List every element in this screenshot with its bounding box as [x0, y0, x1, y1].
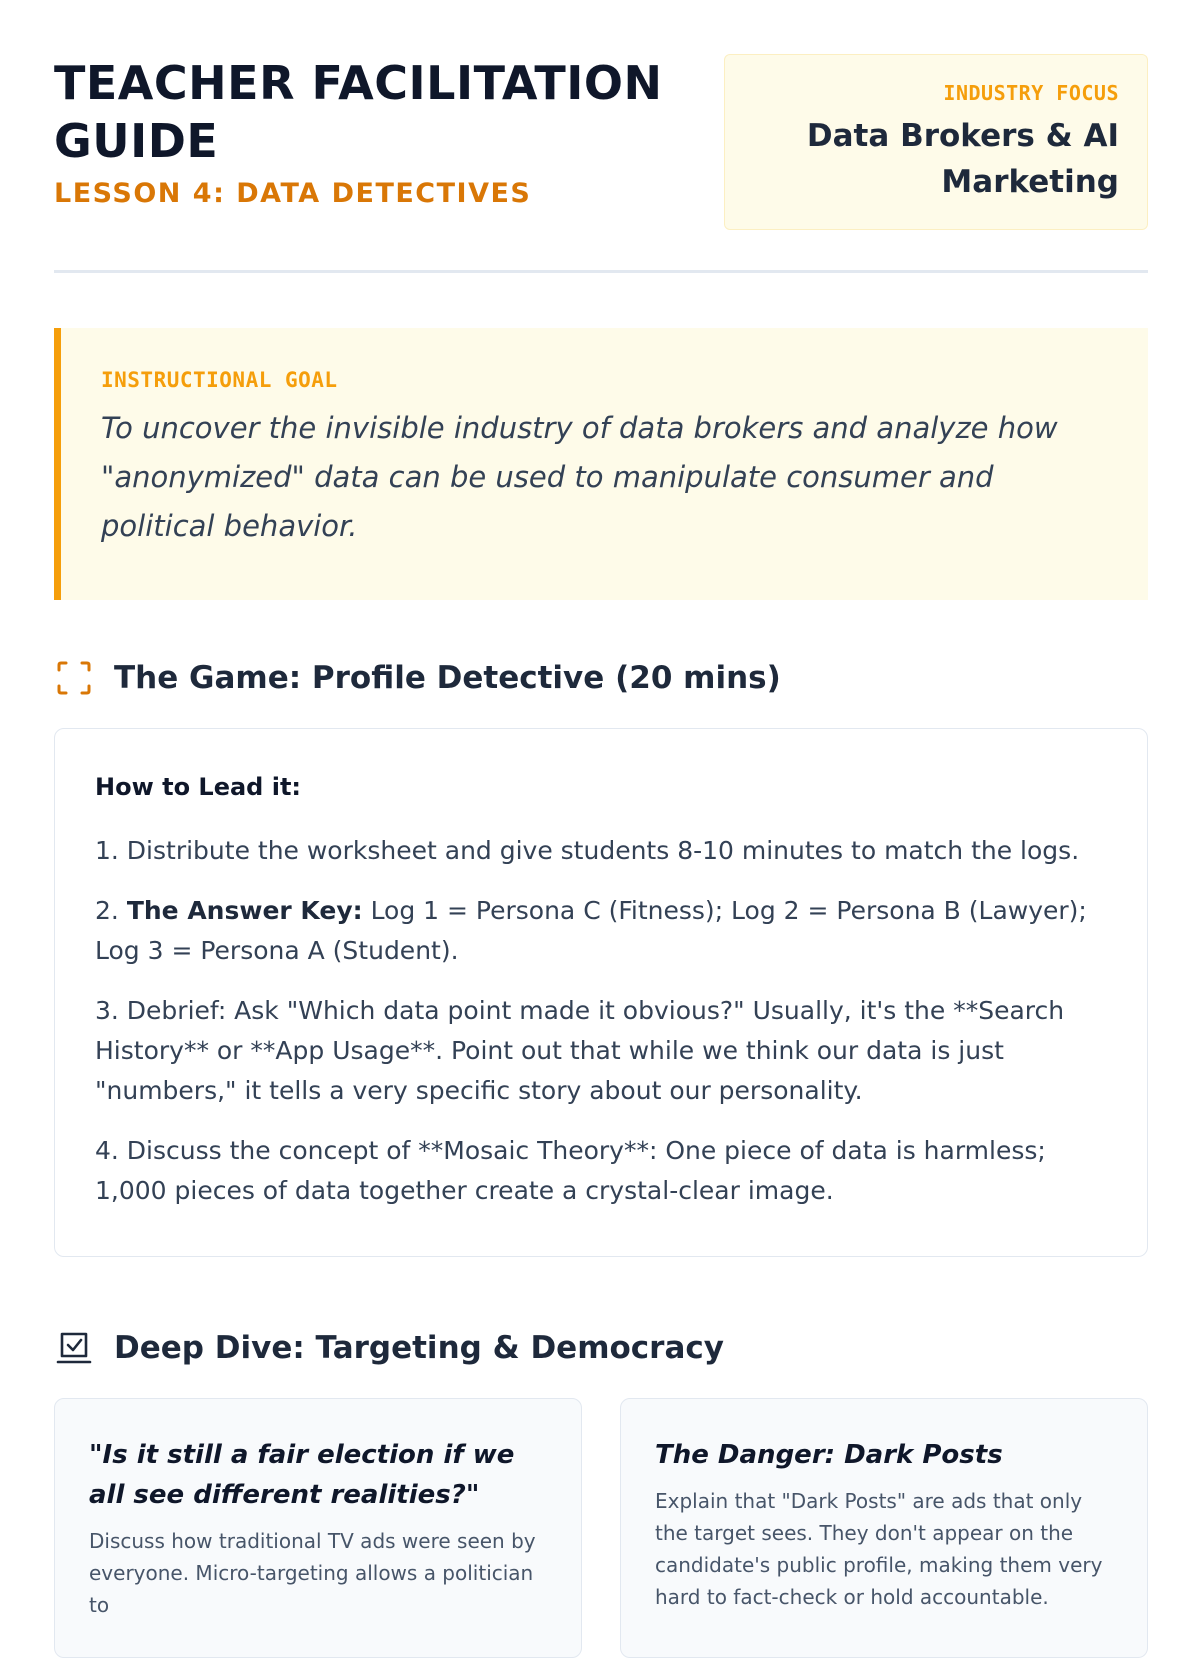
step-1: 1. Distribute the worksheet and give students 8-10 minutes to match the logs.: [95, 836, 1080, 865]
goal-text: To uncover the invisible industry of data brokers and analyze how "anonymized" data can be used to manipulate consumer and political behavior.: [101, 411, 1058, 543]
lesson-subtitle: LESSON 4: DATA DETECTIVES: [54, 178, 532, 209]
deep-dive-card-dark-posts: [620, 1398, 1148, 1658]
scan-icon: [54, 658, 94, 698]
game-card: [54, 728, 1148, 1257]
card-title: "Is it still a fair election if we all see different realities?": [89, 1440, 515, 1510]
page-title: TEACHER FACILITATION GUIDE: [54, 56, 663, 168]
step-2-prefix: 2.: [95, 896, 127, 925]
card-body: Discuss how traditional TV ads were seen by everyone. Micro-targeting allows a politician to: [89, 1529, 536, 1617]
header-divider: [54, 270, 1148, 273]
step-3: 3. Debrief: Ask "Which data point made it obvious?" Usually, it's the **Search History** or **App Usage**. Point out that while we think our data is just "numbers," it tells a very specific story about our personality.: [95, 996, 1065, 1105]
deep-dive-section-header: [54, 1326, 724, 1370]
checkbox-icon: [54, 1328, 94, 1368]
game-section-header: [54, 656, 781, 700]
lead-label: How to Lead it:: [95, 773, 302, 801]
card-title: The Danger: Dark Posts: [655, 1440, 1003, 1470]
card-body: Explain that "Dark Posts" are ads that only the target sees. They don't appear on the candidate's public profile, making them very hard to fact-check or hold accountable.: [655, 1489, 1103, 1609]
deep-dive-card-fair-election: [54, 1398, 582, 1658]
deep-dive-heading: Deep Dive: Targeting & Democracy: [114, 1330, 724, 1366]
step-2: [95, 891, 1107, 971]
industry-focus-box: [724, 54, 1148, 230]
industry-focus-value: Data Brokers & AI Marketing: [806, 118, 1119, 200]
goal-label: INSTRUCTIONAL GOAL: [101, 368, 338, 392]
answer-key-label: The Answer Key:: [126, 896, 363, 925]
step-4: 4. Discuss the concept of **Mosaic Theory**: One piece of data is harmless; 1,000 pieces of data together create a crystal-clear image.: [95, 1136, 1046, 1205]
game-heading: The Game: Profile Detective (20 mins): [114, 660, 781, 696]
step-2-text: Log 1 = Persona C (Fitness); Log 2 = Persona B (Lawyer); Log 3 = Persona A (Student).: [95, 896, 1087, 965]
industry-focus-label: INDUSTRY FOCUS: [943, 81, 1119, 105]
page-header: [54, 54, 1148, 234]
instructional-goal-box: [54, 328, 1148, 600]
